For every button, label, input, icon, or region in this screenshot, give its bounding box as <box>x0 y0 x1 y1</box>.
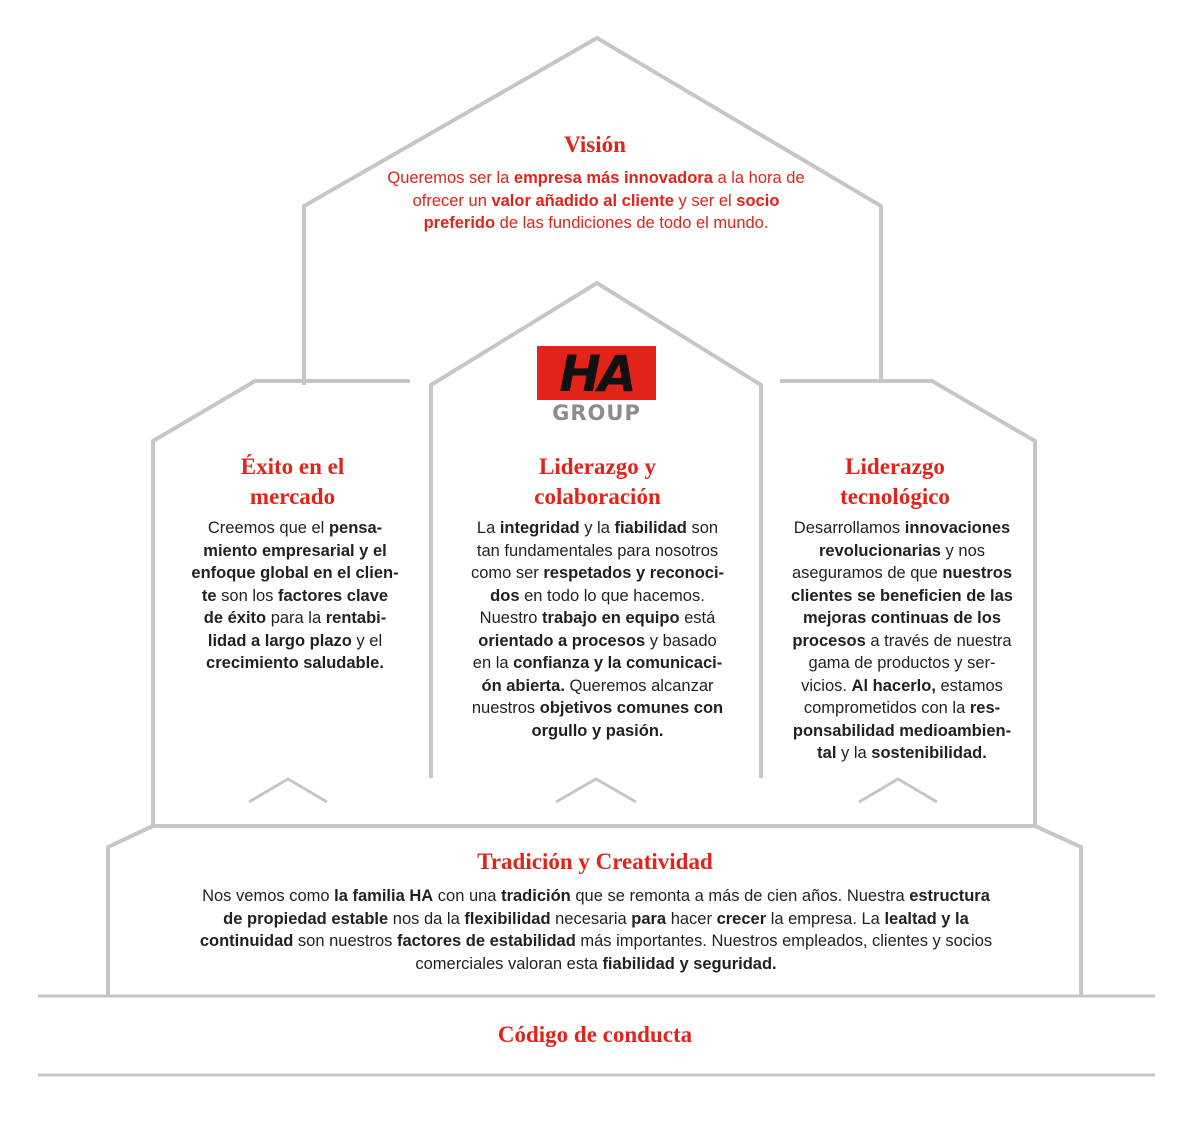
vision-title: Visión <box>564 132 626 157</box>
foundation-title: Tradición y Creatividad <box>477 849 713 874</box>
logo-group-text: GROUP <box>552 401 641 425</box>
pillar-text-market-success: Creemos que el pensa- miento empresarial y el enfoque global en el clien- te son los factores clave de éxito para la rentabi- lidad a largo plazo y el crecimiento saludable. <box>191 519 399 672</box>
base-title: Código de conducta <box>497 1022 693 1047</box>
vision-text: Queremos ser la empresa más innovadora a la hora de ofrecer un valor añadido al cliente y ser el socio preferido de las fundiciones de todo el mundo. <box>387 169 805 232</box>
pillar-text-leadership: La integridad y la fiabilidad son tan fundamentales para nosotros como ser respetados y reconoci- dos en todo lo que hacemos. Nuestro trabajo en equipo está orientado a procesos y basado en la confianza y la comunicaci- ón abierta. Queremos alcanzar nuestros objetivos comunes con orgullo y pasión. <box>470 519 725 740</box>
logo-mark: HA <box>559 345 634 403</box>
chevron-up-icon <box>249 779 327 802</box>
pillar-title-leadership: Liderazgo y colaboración <box>534 454 661 509</box>
foundation-text: Nos vemos como la familia HA con una tradición que se remonta a más de cien años. Nuestra estructura de propiedad estable nos da la flexibilidad necesaria para hacer crecer la empresa. La lealtad y la continuidad son nuestros factores de estabilidad más importantes. Nuestros empleados, clientes y socios comerciales valoran esta fiabilidad y seguridad. <box>199 887 993 973</box>
pillar-title-market-success: Éxito en el mercado <box>240 454 345 509</box>
pillar-text-tech-leadership: Desarrollamos innovaciones revolucionarias y nos aseguramos de que nuestros clientes se beneficien de las mejoras continuas de los procesos a través de nuestra gama de productos y ser- vicios. Al hacerlo, estamos comprometidos con la res- ponsabilidad medioambien- tal y la sostenibilidad. <box>791 519 1013 762</box>
pillar-title-tech-leadership: Liderazgo tecnológico <box>840 454 950 509</box>
chevron-up-icon <box>556 779 636 802</box>
ha-group-logo <box>537 346 657 426</box>
chevron-up-icon <box>859 779 937 802</box>
